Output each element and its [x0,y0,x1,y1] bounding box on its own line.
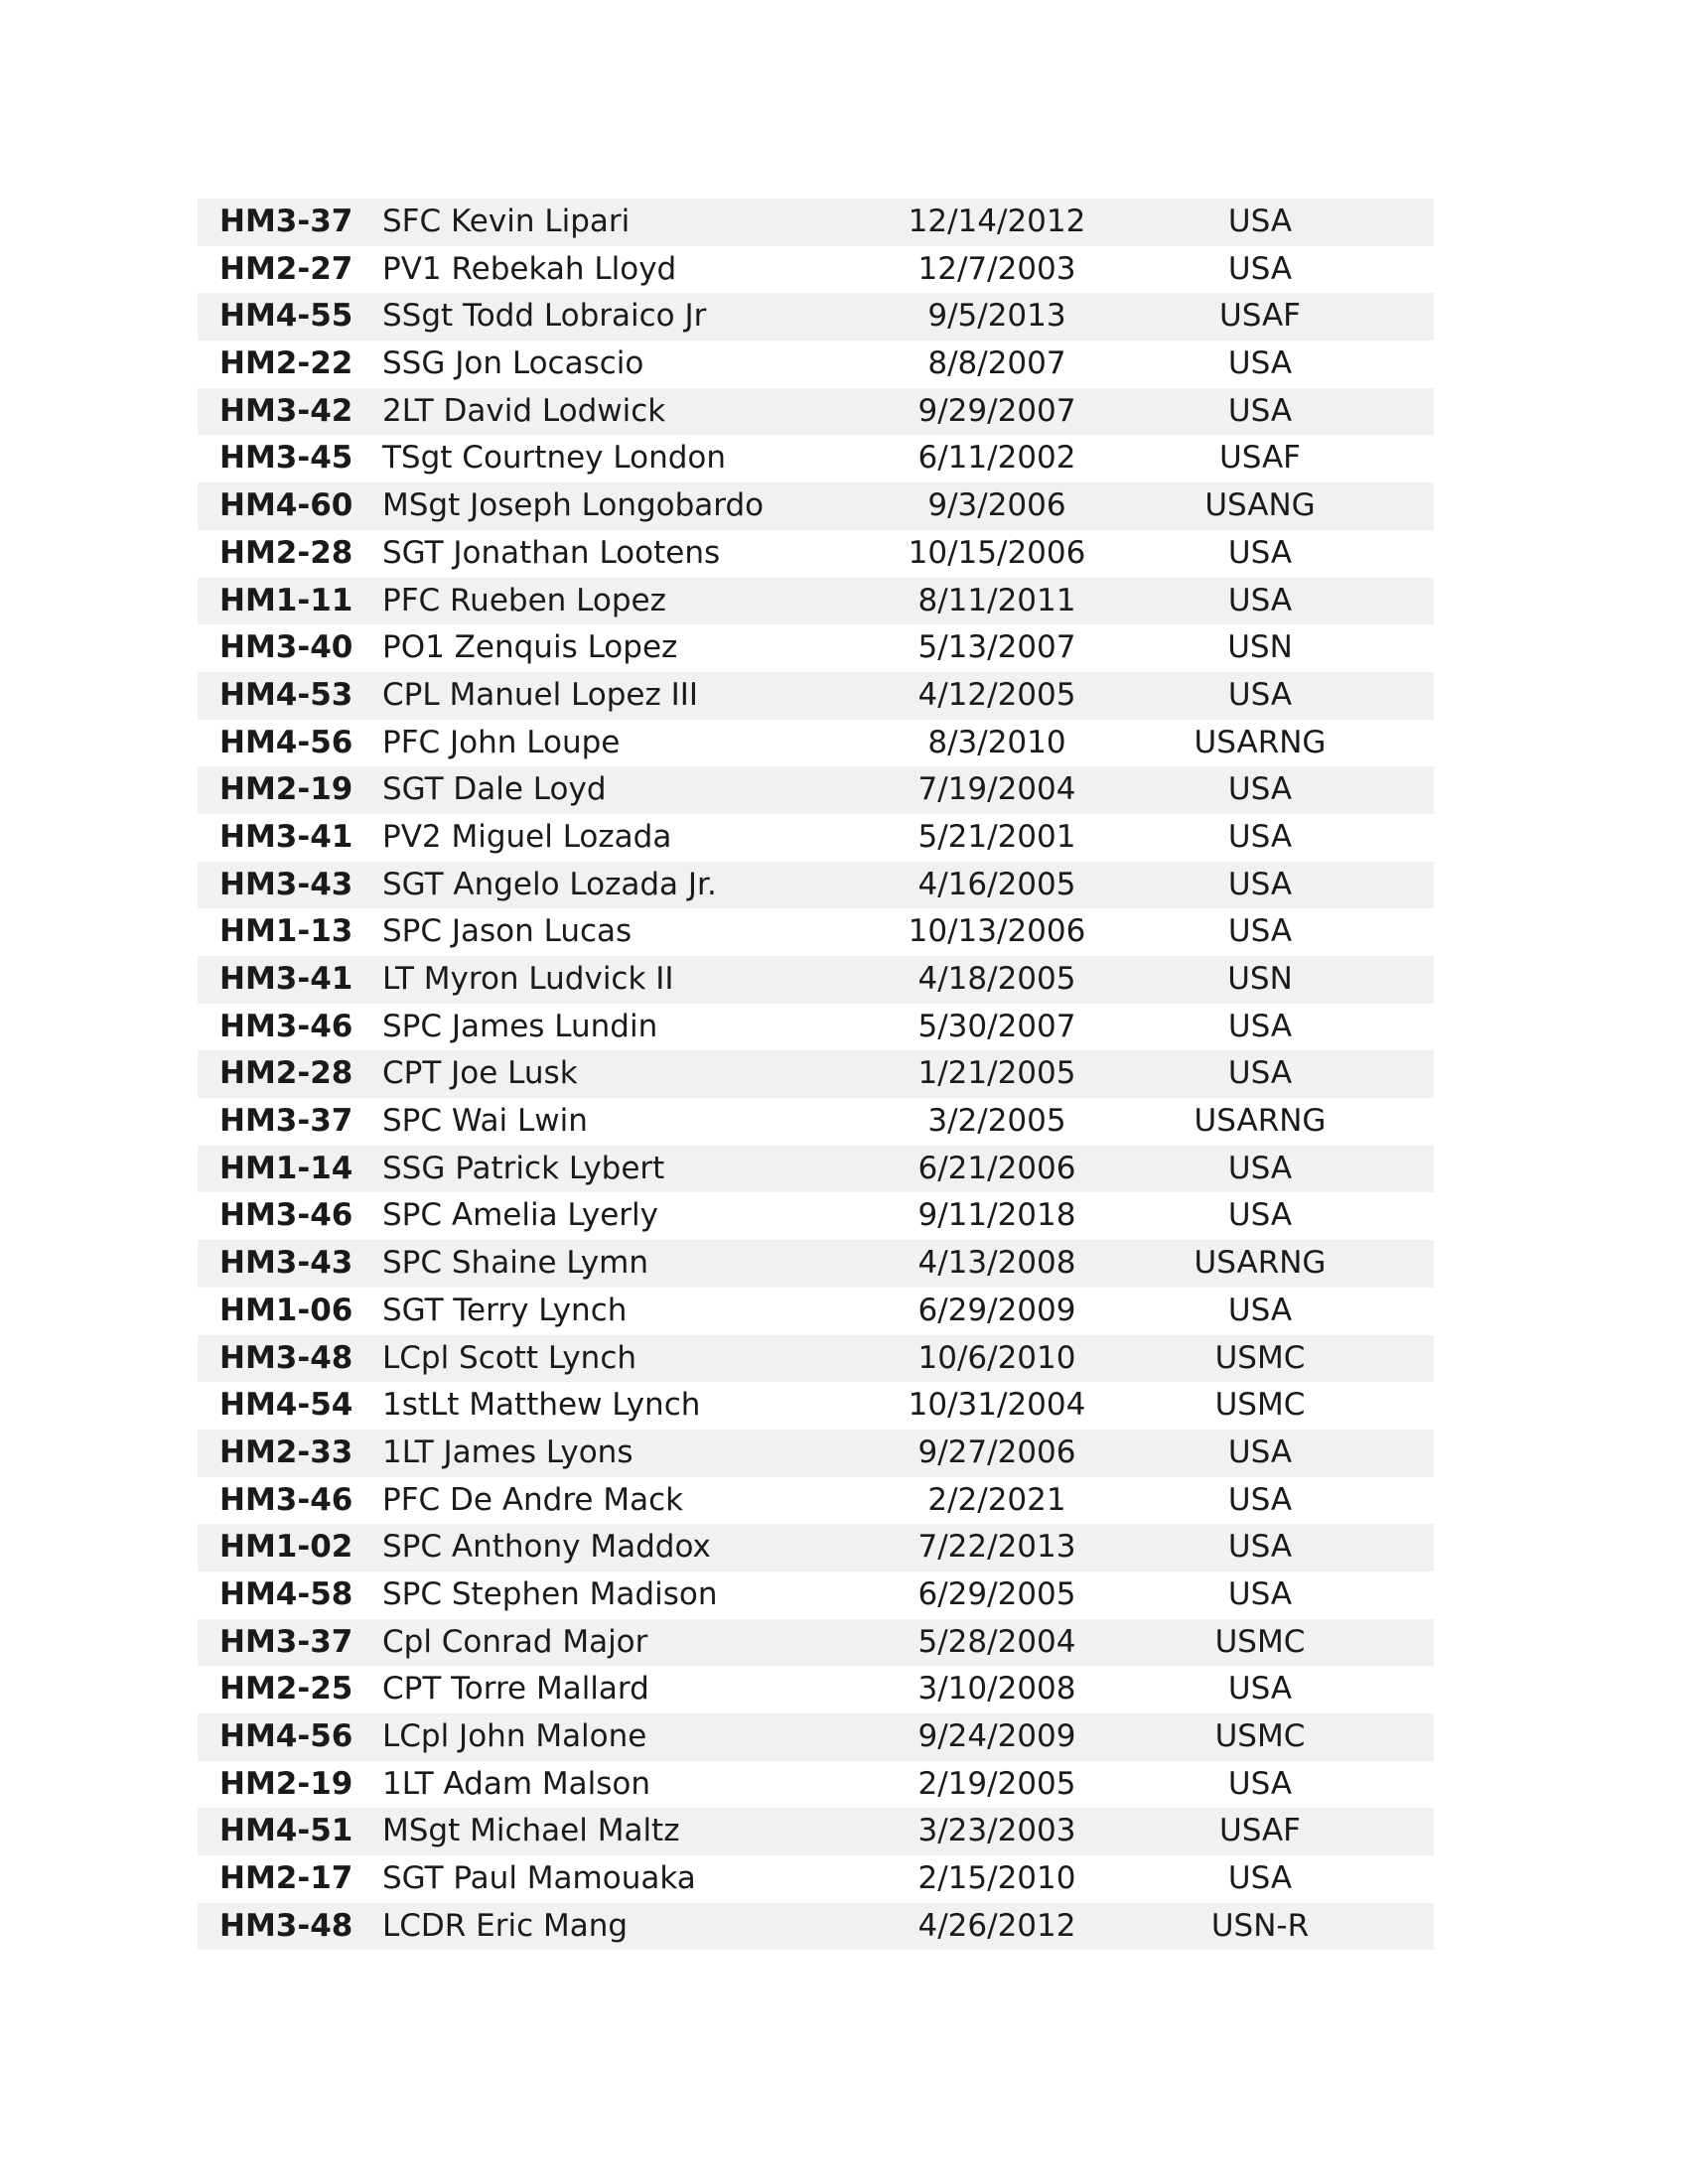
date-of-death: 10/6/2010 [917,1339,1076,1376]
service-branch: USARNG [1194,1245,1327,1282]
service-member-name: CPT Torre Mallard [382,1671,649,1707]
service-branch: USA [1227,676,1293,713]
table-row [198,1004,1434,1051]
date-of-death: 9/11/2018 [917,1197,1076,1234]
service-branch: USA [1227,1575,1293,1612]
service-branch: USAF [1219,440,1301,477]
memorial-code: HM4-56 [219,724,353,760]
date-of-death: 9/27/2006 [917,1433,1076,1470]
table-row [198,341,1434,388]
service-member-name: SSG Jon Locascio [382,345,644,382]
memorial-code: HM1-02 [219,1529,353,1566]
service-branch: USA [1227,866,1293,902]
date-of-death: 12/14/2012 [908,204,1086,239]
table-row [198,1619,1434,1667]
service-member-name: SGT Dale Loyd [382,771,607,808]
service-member-name: TSgt Courtney London [382,440,727,477]
date-of-death: 3/2/2005 [927,1103,1066,1140]
memorial-code: HM2-27 [219,250,353,287]
memorial-code: HM4-55 [219,298,353,335]
date-of-death: 2/2/2021 [927,1481,1066,1518]
service-member-name: SSgt Todd Lobraico Jr [382,298,707,335]
date-of-death: 4/18/2005 [917,961,1076,997]
memorial-code: HM3-43 [219,866,353,902]
service-branch: USA [1227,1860,1293,1897]
memorial-code: HM2-19 [219,771,353,808]
service-branch: USA [1227,1150,1293,1186]
service-branch: USARNG [1194,724,1327,760]
memorial-code: HM1-06 [219,1292,353,1328]
table-row [198,1855,1434,1903]
table-row [198,1761,1434,1809]
service-member-name: PO1 Zenquis Lopez [382,629,678,666]
service-branch: USA [1227,250,1293,287]
service-branch: USA [1227,1433,1293,1470]
service-member-name: SPC James Lundin [382,1008,658,1044]
table-row [198,862,1434,909]
table-row [198,388,1434,436]
service-member-name: MSgt Michael Maltz [382,1813,680,1849]
date-of-death: 4/13/2008 [917,1245,1076,1282]
service-member-name: CPL Manuel Lopez III [382,676,699,713]
memorial-code: HM3-46 [219,1008,353,1044]
table-row [198,1430,1434,1477]
service-member-name: SGT Angelo Lozada Jr. [382,866,717,902]
memorial-code: HM1-13 [219,913,353,950]
memorial-code: HM3-37 [219,1623,353,1660]
date-of-death: 2/15/2010 [917,1860,1076,1897]
memorial-code: HM1-11 [219,582,353,618]
service-member-name: SPC Shaine Lymn [382,1245,648,1282]
memorial-code: HM3-43 [219,1245,353,1282]
date-of-death: 9/24/2009 [917,1718,1076,1754]
table-row [198,1146,1434,1193]
table-row [198,766,1434,814]
service-branch: USMC [1214,1387,1306,1424]
service-member-name: SGT Jonathan Lootens [382,534,721,571]
date-of-death: 1/21/2005 [917,1055,1076,1092]
service-member-name: SPC Anthony Maddox [382,1529,711,1566]
memorial-code: HM4-56 [219,1718,353,1754]
date-of-death: 6/21/2006 [917,1150,1076,1186]
table-row [198,814,1434,862]
service-branch: USA [1227,1529,1293,1566]
service-branch: USN [1227,961,1293,997]
date-of-death: 8/8/2007 [927,345,1066,382]
memorial-code: HM4-60 [219,487,353,524]
service-branch: USANG [1204,487,1316,524]
service-member-name: Cpl Conrad Major [382,1623,648,1660]
table-row [198,1477,1434,1525]
table-row [198,720,1434,767]
service-branch: USA [1227,392,1293,429]
date-of-death: 6/29/2009 [917,1292,1076,1328]
service-member-name: 1stLt Matthew Lynch [382,1387,701,1424]
service-branch: USA [1227,771,1293,808]
service-branch: USA [1227,1671,1293,1707]
date-of-death: 3/10/2008 [917,1671,1076,1707]
table-row [198,435,1434,482]
service-branch: USA [1227,1008,1293,1044]
service-branch: USA [1227,1481,1293,1518]
service-branch: USA [1227,1765,1293,1802]
memorial-code: HM3-41 [219,961,353,997]
memorial-code: HM3-48 [219,1339,353,1376]
memorial-code: HM3-42 [219,392,353,429]
service-member-name: PV2 Miguel Lozada [382,818,672,855]
service-branch: USA [1227,534,1293,571]
table-row [198,199,1434,246]
date-of-death: 5/28/2004 [917,1623,1076,1660]
service-branch: USARNG [1194,1103,1327,1140]
date-of-death: 8/3/2010 [927,724,1066,760]
table-row [198,956,1434,1004]
memorial-code: HM3-41 [219,818,353,855]
service-member-name: LCpl John Malone [382,1718,647,1754]
service-member-name: MSgt Joseph Longobardo [382,487,765,524]
memorial-code: HM2-22 [219,345,353,382]
service-member-name: CPT Joe Lusk [382,1055,578,1092]
table-row [198,1240,1434,1288]
table-row [198,908,1434,956]
memorial-code: HM3-46 [219,1481,353,1518]
memorial-code: HM3-48 [219,1907,353,1944]
service-member-name: SPC Amelia Lyerly [382,1197,658,1234]
date-of-death: 8/11/2011 [917,582,1076,618]
service-branch: USAF [1219,298,1301,335]
service-branch: USA [1227,1055,1293,1092]
service-member-name: SSG Patrick Lybert [382,1150,665,1186]
service-member-name: 2LT David Lodwick [382,392,666,429]
table-row [198,1192,1434,1240]
memorial-code: HM2-17 [219,1860,353,1897]
service-member-name: SGT Terry Lynch [382,1292,628,1328]
table-row [198,482,1434,530]
memorial-code: HM2-28 [219,1055,353,1092]
service-branch: USMC [1214,1623,1306,1660]
service-branch: USA [1227,818,1293,855]
service-branch: USMC [1214,1339,1306,1376]
service-member-name: SPC Wai Lwin [382,1103,588,1140]
table-row [198,1903,1434,1951]
memorial-code: HM2-19 [219,1765,353,1802]
memorial-code: HM2-28 [219,534,353,571]
service-member-name: LCDR Eric Mang [382,1907,629,1944]
service-member-name: PV1 Rebekah Lloyd [382,250,677,287]
date-of-death: 10/13/2006 [908,913,1086,950]
table-row [198,1524,1434,1571]
service-branch: USN [1227,629,1293,666]
table-row [198,1382,1434,1430]
date-of-death: 2/19/2005 [917,1765,1076,1802]
memorial-code: HM4-58 [219,1575,353,1612]
memorial-code: HM3-46 [219,1197,353,1234]
service-member-name: PFC Rueben Lopez [382,582,666,618]
table-row [198,1713,1434,1761]
service-branch: USA [1227,1292,1293,1328]
date-of-death: 9/3/2006 [927,487,1066,524]
date-of-death: 5/30/2007 [917,1008,1076,1044]
date-of-death: 6/29/2005 [917,1575,1076,1612]
roster-table [198,199,1434,1950]
table-row [198,1050,1434,1098]
date-of-death: 9/29/2007 [917,392,1076,429]
table-row [198,624,1434,672]
table-row [198,1666,1434,1713]
memorial-code: HM1-14 [219,1150,353,1186]
memorial-code: HM3-37 [219,204,353,239]
date-of-death: 12/7/2003 [917,250,1076,287]
memorial-code: HM4-53 [219,676,353,713]
service-member-name: 1LT Adam Malson [382,1765,651,1802]
table-row [198,578,1434,625]
service-branch: USA [1227,913,1293,950]
memorial-code: HM3-40 [219,629,353,666]
service-member-name: SFC Kevin Lipari [382,204,631,239]
date-of-death: 4/16/2005 [917,866,1076,902]
memorial-code: HM3-37 [219,1103,353,1140]
date-of-death: 10/15/2006 [908,534,1086,571]
date-of-death: 7/22/2013 [917,1529,1076,1566]
service-branch: USA [1227,204,1293,239]
table-row [198,1335,1434,1383]
date-of-death: 9/5/2013 [927,298,1066,335]
memorial-code: HM2-25 [219,1671,353,1707]
date-of-death: 5/13/2007 [917,629,1076,666]
service-member-name: PFC De Andre Mack [382,1481,684,1518]
date-of-death: 4/12/2005 [917,676,1076,713]
date-of-death: 4/26/2012 [917,1907,1076,1944]
service-member-name: SPC Stephen Madison [382,1575,718,1612]
service-branch: USAF [1219,1813,1301,1849]
service-member-name: SPC Jason Lucas [382,913,633,950]
table-row [198,672,1434,720]
service-branch: USMC [1214,1718,1306,1754]
date-of-death: 3/23/2003 [917,1813,1076,1849]
memorial-code: HM4-51 [219,1813,353,1849]
table-row [198,1098,1434,1146]
date-of-death: 10/31/2004 [908,1387,1086,1424]
memorial-code: HM4-54 [219,1387,353,1424]
table-row [198,246,1434,294]
service-member-name: PFC John Loupe [382,724,621,760]
table-row [198,530,1434,578]
table-row [198,1808,1434,1855]
date-of-death: 6/11/2002 [917,440,1076,477]
service-member-name: LT Myron Ludvick II [382,961,674,997]
service-branch: USN-R [1210,1907,1310,1944]
service-branch: USA [1227,345,1293,382]
date-of-death: 7/19/2004 [917,771,1076,808]
memorial-code: HM2-33 [219,1433,353,1470]
service-branch: USA [1227,1197,1293,1234]
date-of-death: 5/21/2001 [917,818,1076,855]
service-member-name: 1LT James Lyons [382,1433,633,1470]
table-row [198,293,1434,341]
service-member-name: LCpl Scott Lynch [382,1339,637,1376]
service-member-name: SGT Paul Mamouaka [382,1860,696,1897]
service-branch: USA [1227,582,1293,618]
table-row [198,1288,1434,1335]
table-row [198,1571,1434,1619]
memorial-code: HM3-45 [219,440,353,477]
